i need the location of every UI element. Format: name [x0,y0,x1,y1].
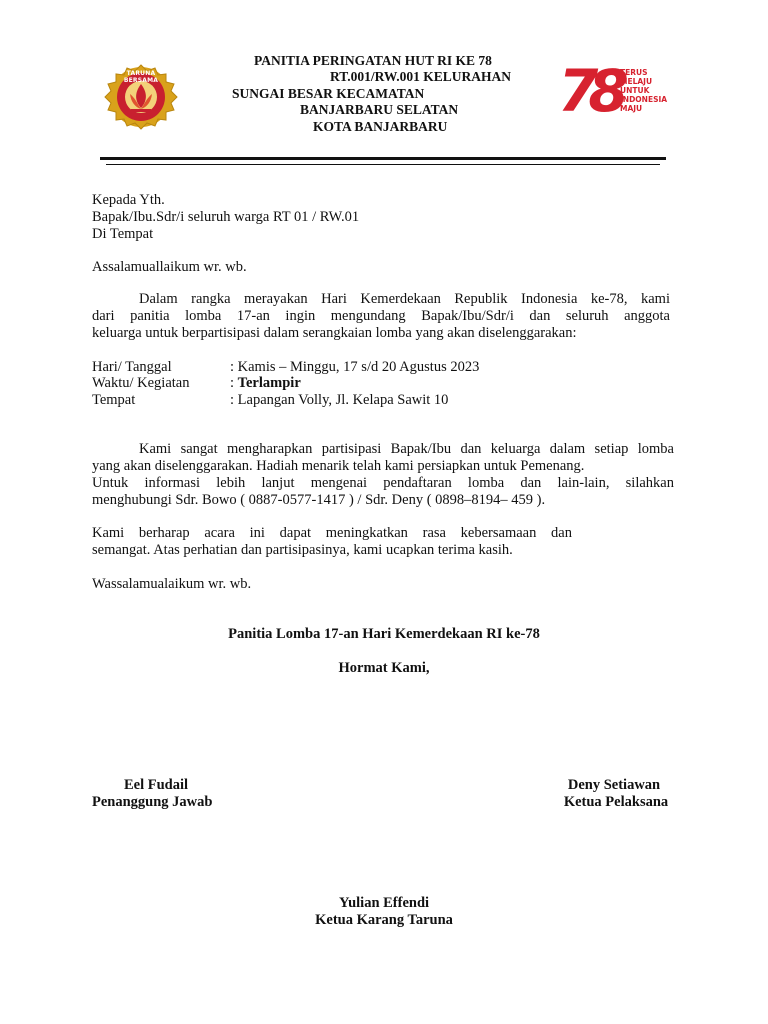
signatory-left-name: Eel Fudail [123,777,189,793]
tagline-4: INDONESIA [620,95,668,104]
header-line-4: BANJARBARU SELATAN [300,102,459,117]
header-line-1: PANITIA PERINGATAN HUT RI KE 78 [254,53,492,68]
header-rule-thin [106,164,660,165]
hut-78-logo [558,57,678,128]
detail-activity-prefix: : [230,375,238,391]
hut-78-numeral: 78 [558,57,619,125]
detail-activity-label: Waktu/ Kegiatan [92,375,190,391]
header-rule-thick [100,157,666,160]
para2-line-1: Kami sangat mengharapkan partisipasi Bapak/Ibu dan keluarga dalam setiap lomba [139,441,674,457]
para2-line-3: Untuk informasi lebih lanjut mengenai pendaftaran lomba dan lain-lain, silahkan [92,475,674,491]
detail-date-value: : Kamis – Minggu, 17 s/d 20 Agustus 2023 [230,359,480,375]
signatory-left-title: Penanggung Jawab [92,794,213,810]
para1-line-1: Dalam rangka merayakan Hari Kemerdekaan Republik Indonesia ke-78, kami [139,291,670,307]
signatory-right-name: Deny Setiawan [567,777,661,793]
closing: Wassalamualaikum wr. wb. [92,576,252,592]
recipient-line-1: Kepada Yth. [92,192,165,208]
para3-line-1: Kami berharap acara ini dapat meningkatkan rasa kebersamaan dan [92,525,572,541]
greeting: Assalamuallaikum wr. wb. [92,259,247,275]
recipient-line-3: Di Tempat [92,226,154,242]
para2-line-2: yang akan diselenggarakan. Hadiah menarik telah kami persiapkan untuk Pemenang. [92,458,585,474]
committee-name: Panitia Lomba 17-an Hari Kemerdekaan RI ke-78 [228,626,540,642]
para1-line-2: dari panitia lomba 17-an ingin mengundang Bapak/Ibu/Sdr/i dan seluruh anggota [92,308,670,324]
para2-line-4: menghubungi Sdr. Bowo ( 0887-0577-1417 ) / Sdr. Deny ( 0898–8194– 459 ). [92,492,546,508]
header-line-5: KOTA BANJARBARU [313,119,448,134]
header-line-3: SUNGAI BESAR KECAMATAN [232,86,425,101]
tagline-5: MAJU [620,104,643,113]
para1-line-3: keluarga untuk berpartisipasi dalam serangkaian lomba yang akan diselenggarakan: [92,325,577,341]
detail-activity-bold: Terlampir [237,375,301,391]
tagline-2: MELAJU [620,77,653,86]
detail-place-label: Tempat [92,392,136,408]
tagline-1: TERUS [620,68,648,77]
para3-line-2: semangat. Atas perhatian dan partisipasinya, kami ucapkan terima kasih. [92,542,513,558]
header-line-2: RT.001/RW.001 KELURAHAN [330,69,511,84]
regards: Hormat Kami, [338,660,430,676]
taruna-logo-text: TARUNA BERSAMA [123,70,159,84]
tagline-3: UNTUK [620,86,650,95]
recipient-line-2: Bapak/Ibu.Sdr/i seluruh warga RT 01 / RW.01 [92,209,360,225]
signatory-bottom-title: Ketua Karang Taruna [315,912,453,928]
signatory-bottom-name: Yulian Effendi [338,895,430,911]
detail-place-value: : Lapangan Volly, Jl. Kelapa Sawit 10 [230,392,449,408]
detail-date-label: Hari/ Tanggal [92,359,172,375]
signatory-right-title: Ketua Pelaksana [563,794,669,810]
detail-activity-value [230,375,630,392]
